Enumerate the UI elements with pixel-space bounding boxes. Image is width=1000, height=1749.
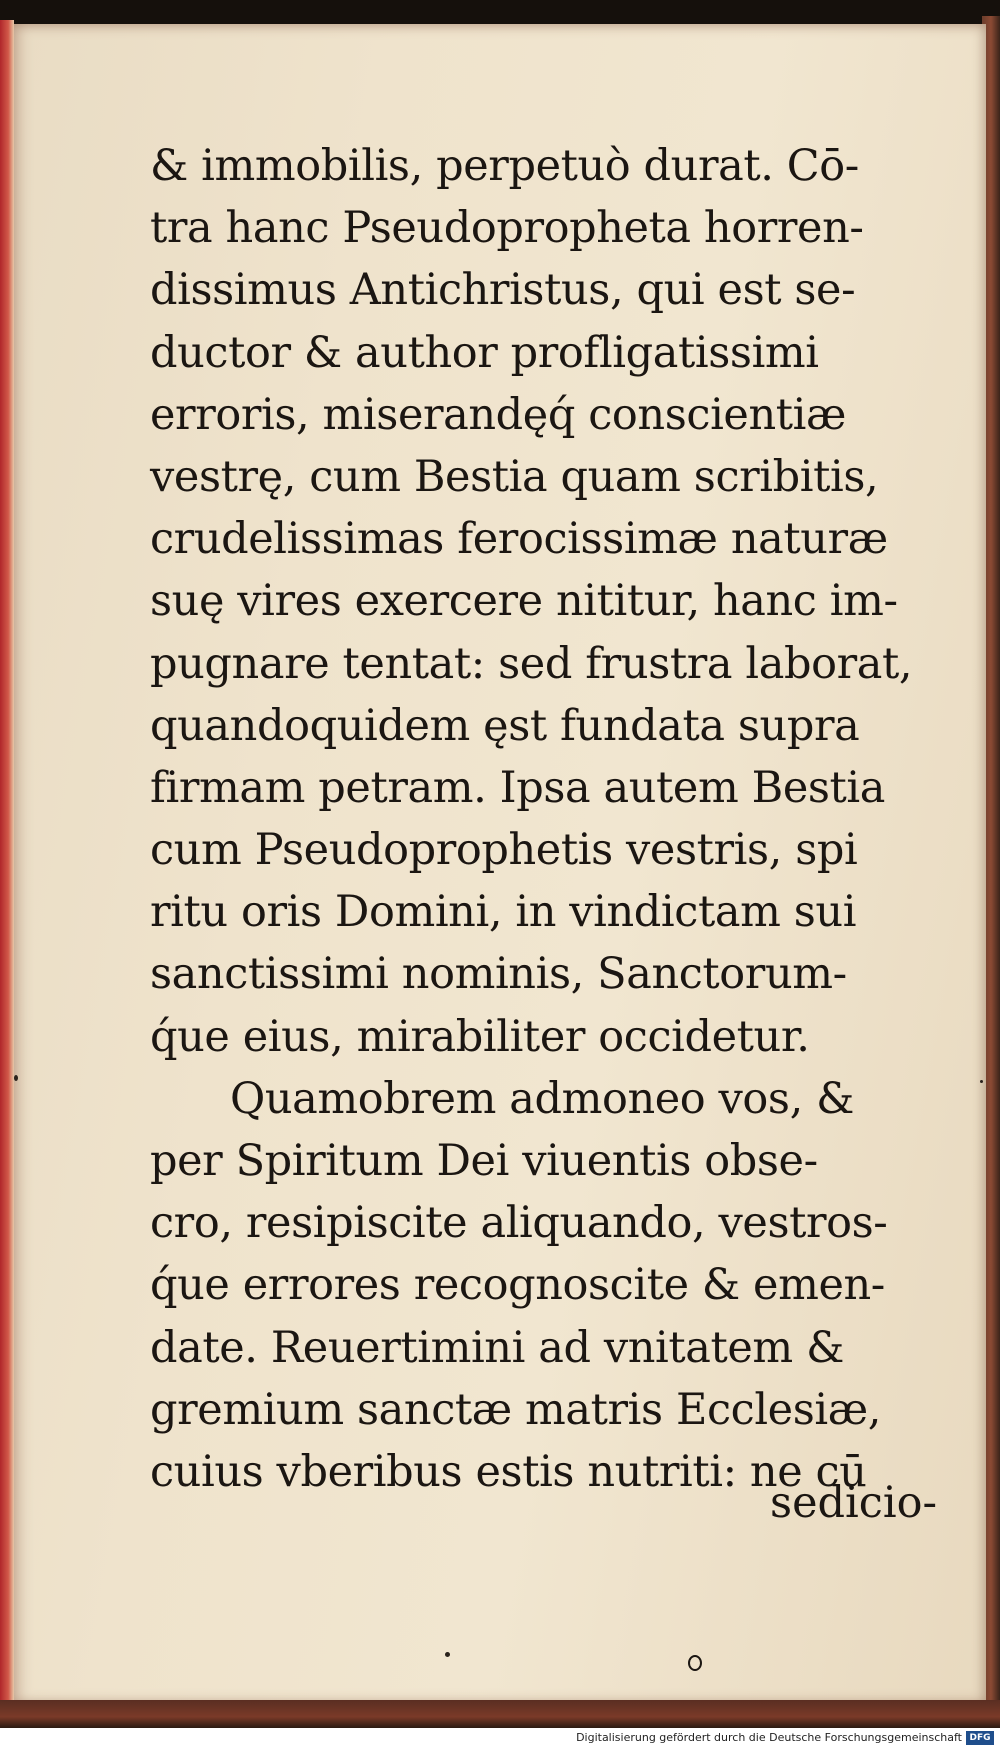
- text-line: erroris, miserandęq́ conscientiæ: [150, 389, 847, 440]
- dfg-logo: DFG: [966, 1731, 994, 1745]
- text-line: cuius vberibus estis nutriti: ne cū: [150, 1446, 867, 1497]
- text-line: suę vires exercere nititur, hanc im-: [150, 576, 898, 627]
- text-line: quandoquidem ęst fundata supra: [150, 700, 860, 751]
- scan-bottom-edge: [0, 1700, 1000, 1728]
- book-spine-edge: [0, 20, 14, 1710]
- text-line: & immobilis, perpetuò durat. Cō-: [150, 141, 859, 191]
- text-line: firmam petram. Ipsa autem Bestia: [150, 762, 885, 813]
- text-line: crudelissimas ferocissimæ naturæ: [150, 514, 888, 565]
- signature-mark: [688, 1655, 702, 1671]
- text-line: dissimus Antichristus, qui est se-: [150, 265, 856, 316]
- text-line: ductor & author profligatissimi: [150, 327, 819, 378]
- funding-credit: Digitalisierung gefördert durch die Deutsche Forschungsgemeinschaft: [576, 1731, 962, 1744]
- text-line: sanctissimi nominis, Sanctorum-: [150, 949, 847, 1000]
- page-text-block: [150, 135, 930, 1503]
- text-line: per Spiritum Dei viuentis obse-: [150, 1136, 818, 1186]
- text-line: cum Pseudoprophetis vestris, spi: [150, 825, 858, 876]
- ink-speck: [445, 1652, 450, 1657]
- text-line: q́ue eius, mirabiliter occidetur.: [150, 1011, 810, 1062]
- text-line: q́ue errores recognoscite & emen-: [150, 1260, 885, 1311]
- text-line: tra hanc Pseudopropheta horren-: [150, 203, 864, 254]
- ink-speck: [980, 1080, 983, 1083]
- text-line: pugnare tentat: sed frustra laborat,: [150, 638, 913, 689]
- text-line: ritu oris Domini, in vindictam sui: [150, 887, 857, 938]
- text-line: date. Reuertimini ad vnitatem &: [150, 1322, 844, 1373]
- paragraph-start-line: Quamobrem admoneo vos, &: [230, 1073, 854, 1124]
- text-line: cro, resipiscite aliquando, vestros-: [150, 1198, 888, 1249]
- ink-speck: [14, 1075, 18, 1081]
- catchword: sedicio-: [770, 1478, 938, 1528]
- text-line: vestrę, cum Bestia quam scribitis,: [150, 451, 879, 502]
- text-line: gremium sanctæ matris Ecclesiæ,: [150, 1384, 882, 1435]
